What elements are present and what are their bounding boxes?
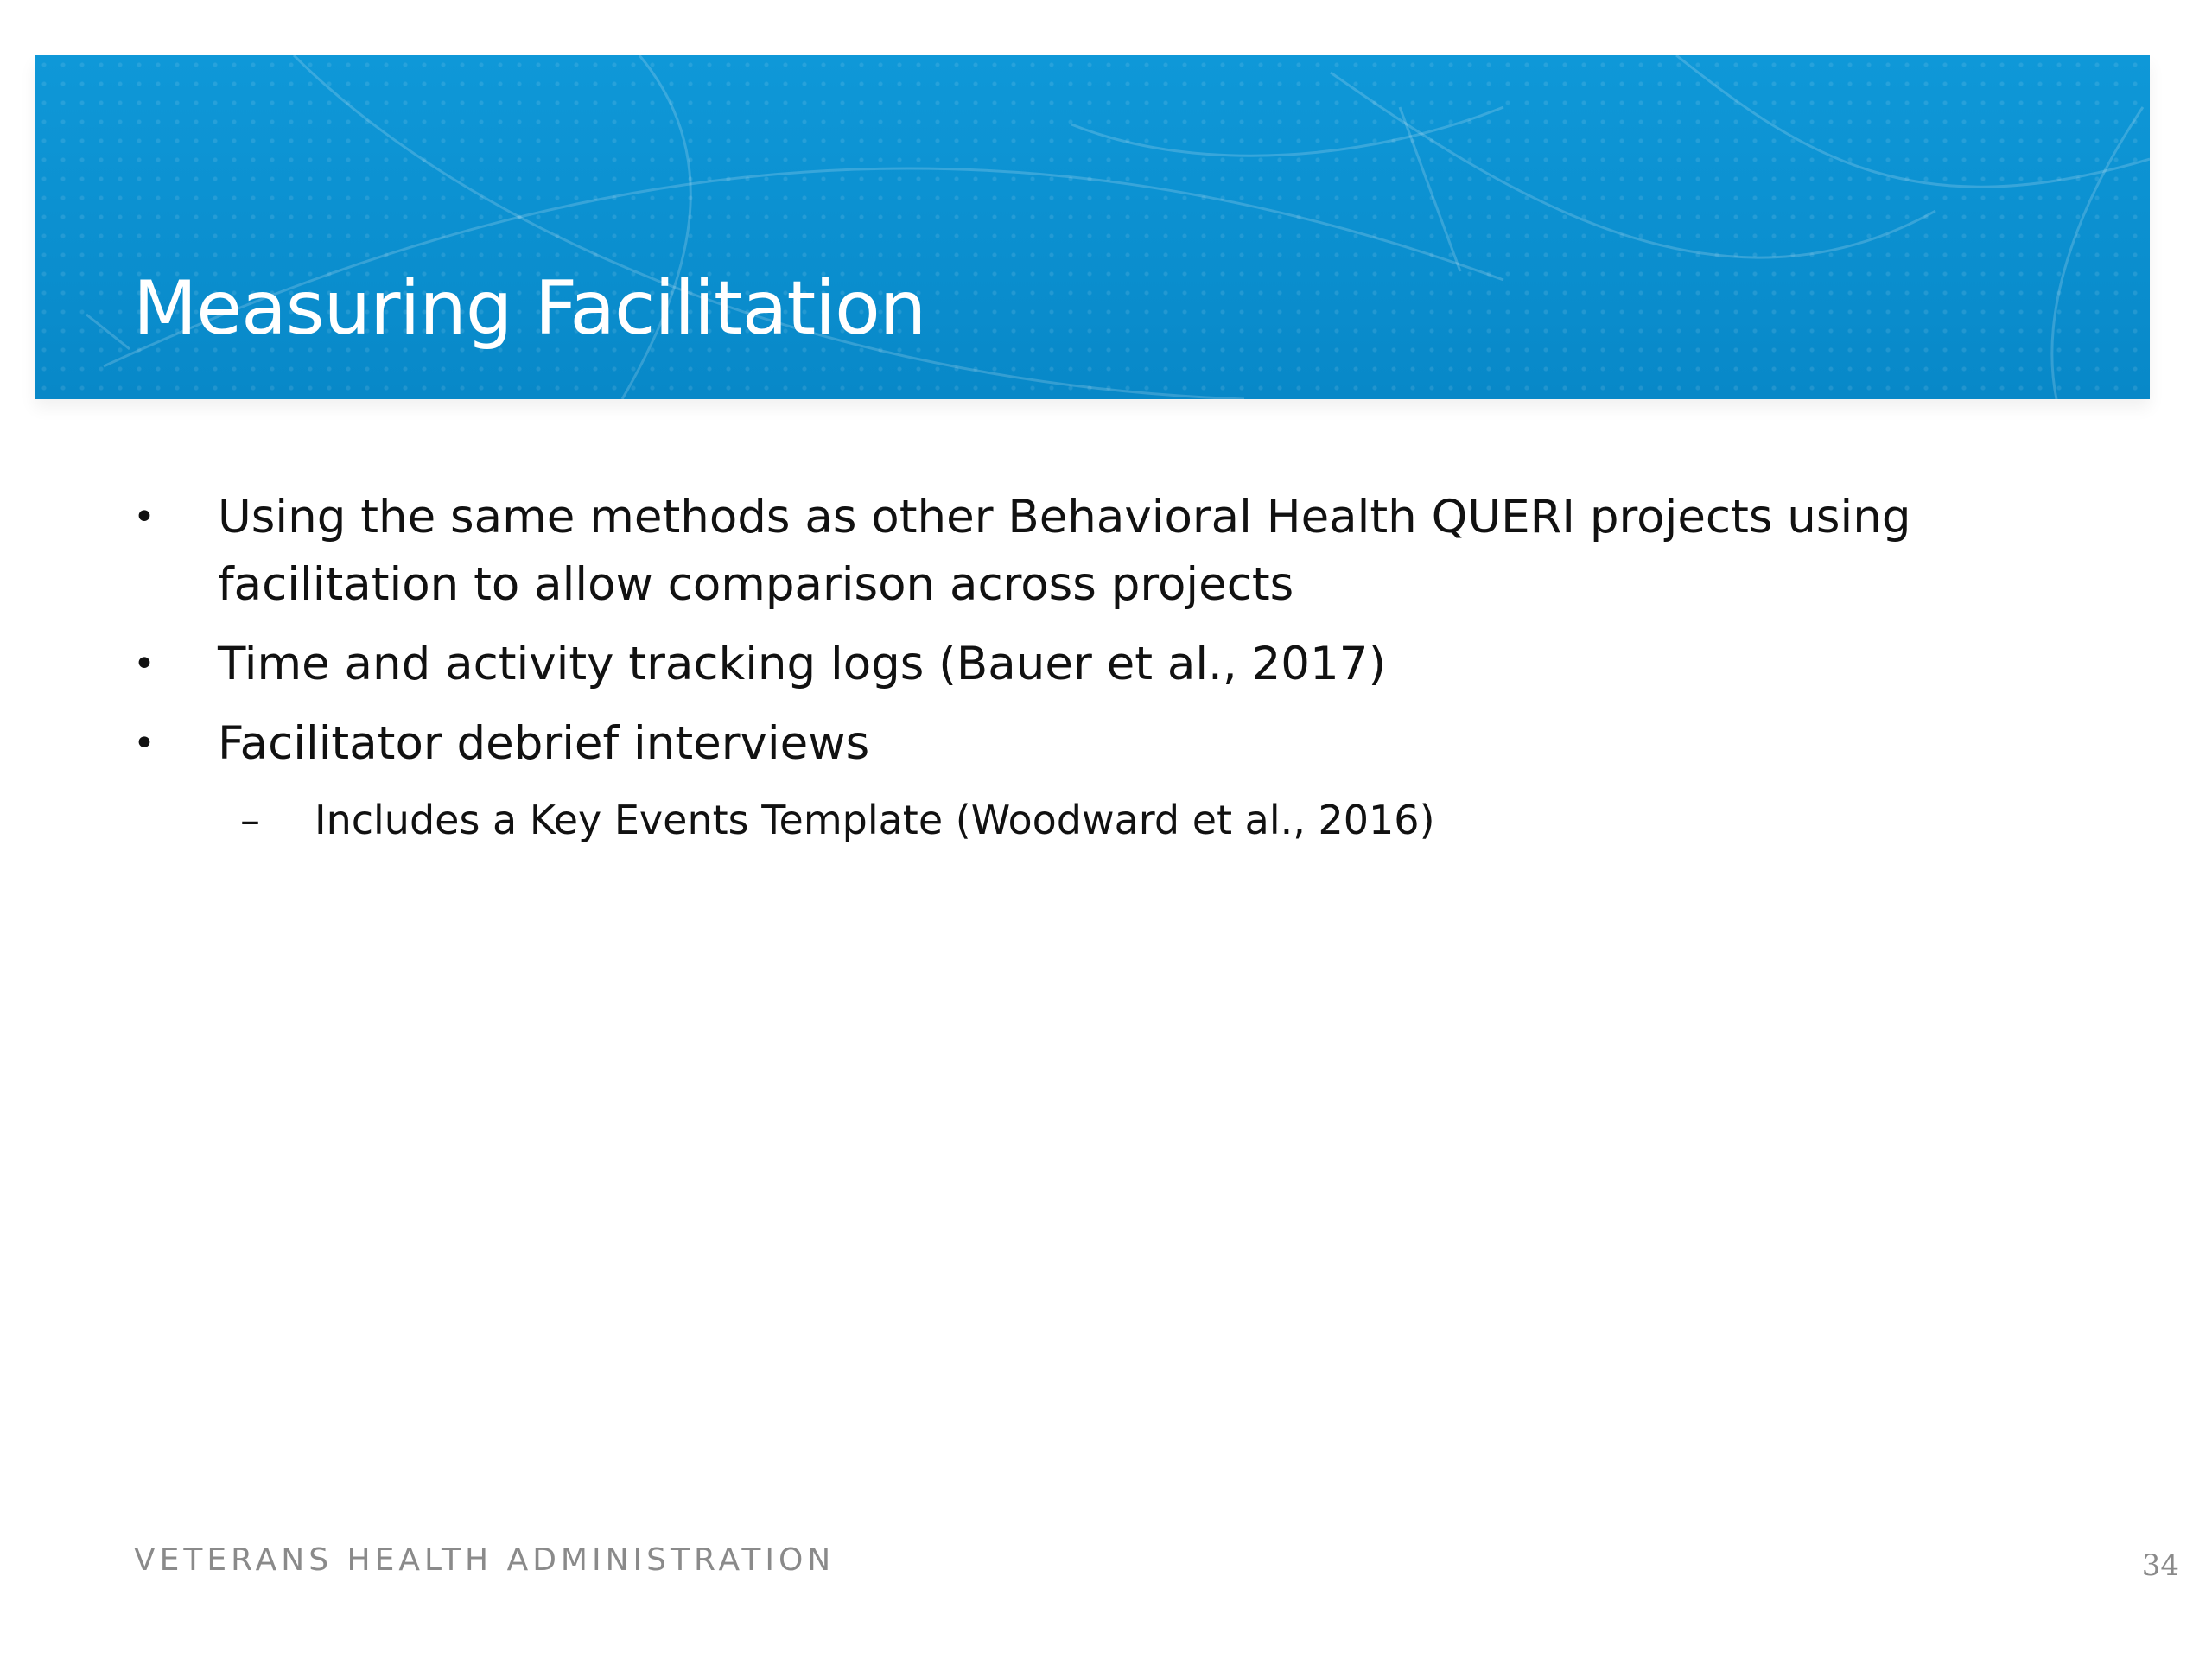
bullet-item [130,484,2074,619]
bullet-item [130,710,2074,778]
title-banner [35,55,2150,399]
sub-bullet-item [130,790,2074,850]
sub-bullet-marker: – [240,797,260,843]
bullet-marker: • [133,721,156,766]
sub-bullet-text: Includes a Key Events Template (Woodward et al., 2016) [315,797,1435,843]
bullet-marker: • [133,495,156,539]
bullet-text: Time and activity tracking logs (Bauer et al., 2017) [218,638,1387,690]
bullet-text: Using the same methods as other Behavioral Health QUERI projects using facilitation to allow comparison across projects [218,491,1911,611]
page-number: 34 [2141,1548,2179,1583]
slide-title: Measuring Facilitation [133,265,926,352]
bullet-text: Facilitator debrief interviews [218,717,870,770]
bullet-list [130,484,2074,850]
bullet-item [130,631,2074,698]
footer-organization: VETERANS HEALTH ADMINISTRATION [134,1542,836,1578]
bullet-marker: • [133,642,156,686]
